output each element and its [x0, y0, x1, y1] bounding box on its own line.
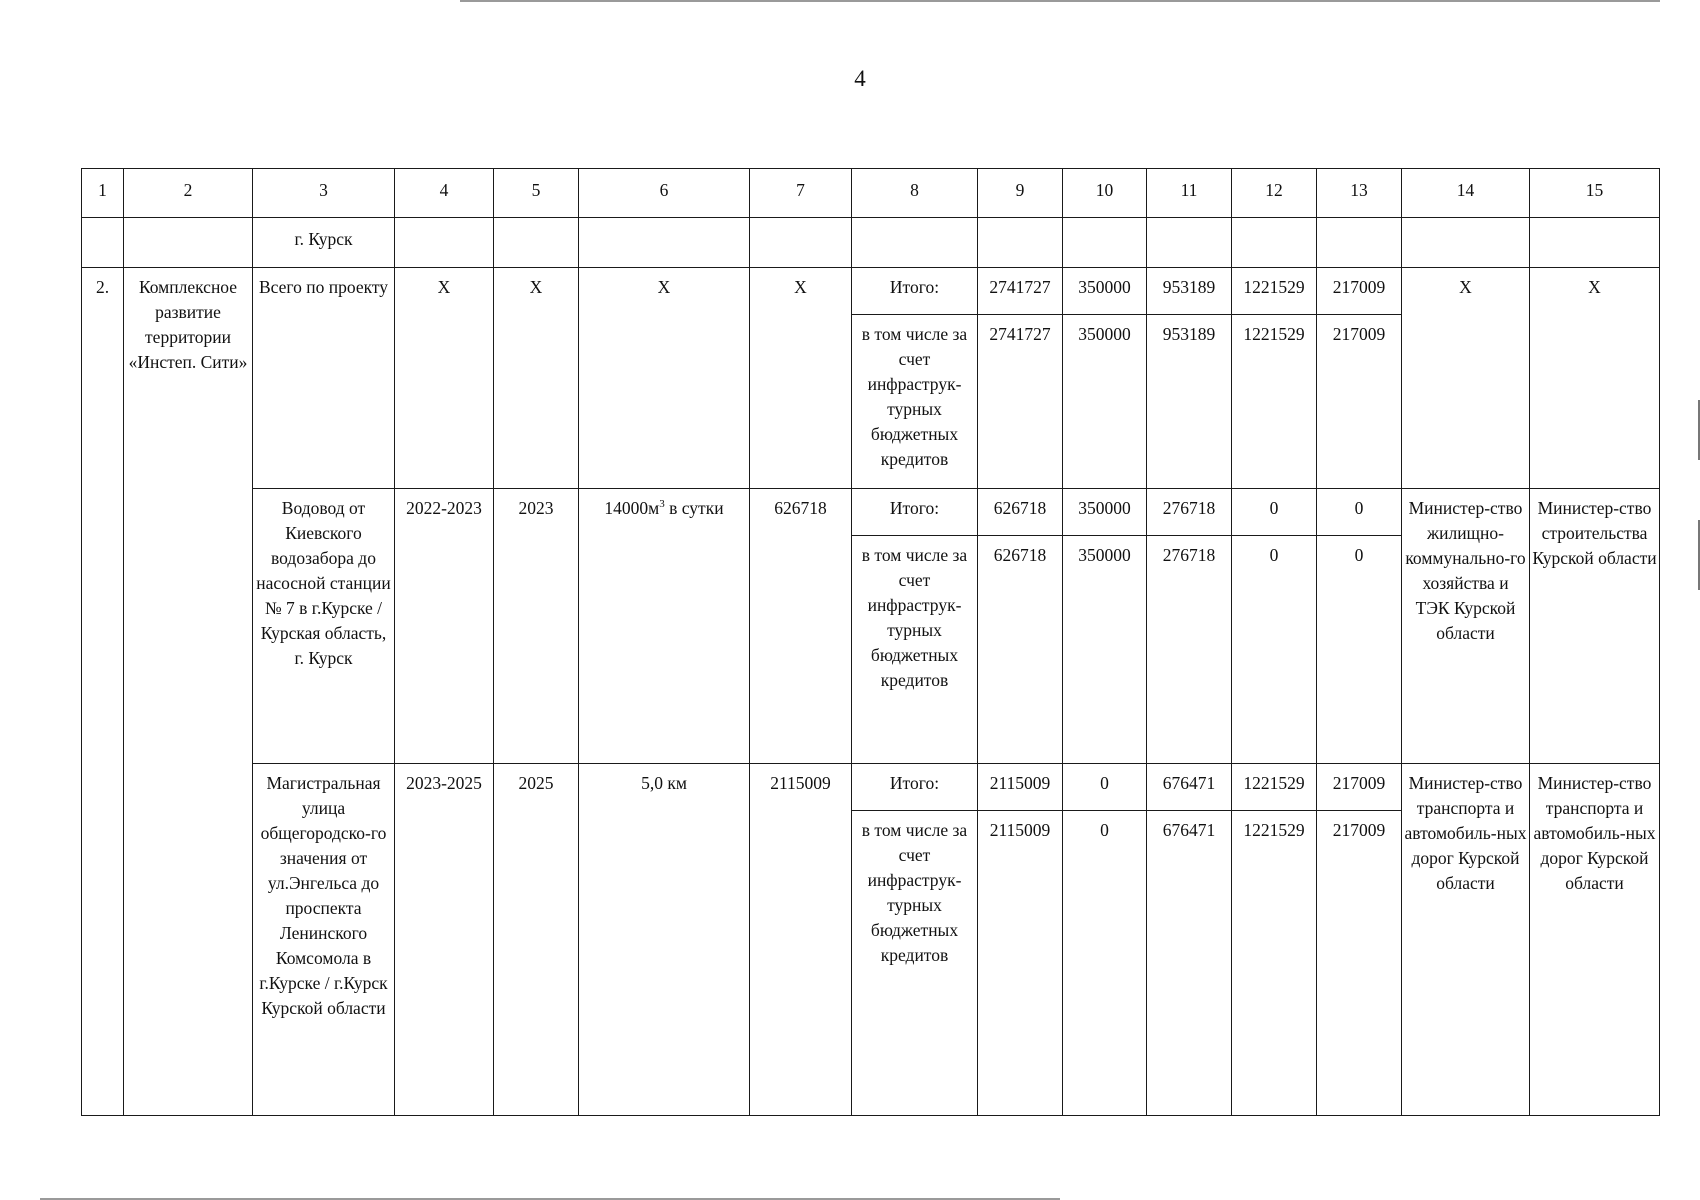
scan-artifact-bottom: [40, 1198, 1060, 1200]
investment-table: [81, 168, 1660, 1116]
amount-cell: 2115009: [978, 811, 1063, 1116]
amount-cell: 1221529: [1232, 315, 1317, 489]
year-cell: 2025: [494, 764, 579, 1116]
responsible-ministry: Министер-ство жилищно-коммунально-го хозяйства и ТЭК Курской области: [1402, 489, 1530, 764]
capacity-cell: 5,0 км: [579, 764, 750, 1116]
col-header: 9: [978, 169, 1063, 218]
amount-cell: 676471: [1147, 764, 1232, 811]
amount-cell: 2115009: [978, 764, 1063, 811]
object-name: Водовод от Киевского водозабора до насосной станции № 7 в г.Курске / Курская область, г. Курск: [253, 489, 395, 764]
amount-cell: 350000: [1063, 489, 1147, 536]
total-label: Итого:: [852, 764, 978, 811]
including-label: в том числе за счет инфраструк-турных бюджетных кредитов: [852, 536, 978, 764]
cost-cell: 626718: [750, 489, 852, 764]
amount-cell: 1221529: [1232, 811, 1317, 1116]
amount-cell: 276718: [1147, 489, 1232, 536]
total-label: Итого:: [852, 489, 978, 536]
including-label: в том числе за счет инфраструк-турных бюджетных кредитов: [852, 315, 978, 489]
amount-cell: 1221529: [1232, 268, 1317, 315]
x-mark: X: [1402, 268, 1530, 489]
amount-cell: 953189: [1147, 315, 1232, 489]
amount-cell: 2741727: [978, 268, 1063, 315]
column-number-row: [82, 169, 1660, 218]
year-cell: 2023: [494, 489, 579, 764]
col-header: 5: [494, 169, 579, 218]
customer-ministry: Министер-ство строительства Курской области: [1530, 489, 1660, 764]
amount-cell: 0: [1317, 489, 1402, 536]
amount-cell: 0: [1063, 811, 1147, 1116]
x-mark: X: [579, 268, 750, 489]
col-header: 8: [852, 169, 978, 218]
table-row: [82, 489, 1660, 536]
amount-cell: 217009: [1317, 764, 1402, 811]
x-mark: X: [395, 268, 494, 489]
col-header: 3: [253, 169, 395, 218]
col-header: 10: [1063, 169, 1147, 218]
period-cell: 2023-2025: [395, 764, 494, 1116]
capacity-cell: $14000м^3$ в сутки: [579, 489, 750, 764]
cost-cell: 2115009: [750, 764, 852, 1116]
scan-artifact-top: [460, 0, 1660, 2]
row-number: 2.: [82, 268, 124, 1116]
col-header: 14: [1402, 169, 1530, 218]
period-cell: 2022-2023: [395, 489, 494, 764]
x-mark: X: [1530, 268, 1660, 489]
amount-cell: 350000: [1063, 268, 1147, 315]
amount-cell: 953189: [1147, 268, 1232, 315]
amount-cell: 2741727: [978, 315, 1063, 489]
page-number: 4: [854, 66, 866, 91]
table-row: [82, 268, 1660, 315]
amount-cell: 626718: [978, 489, 1063, 536]
table-row: [82, 764, 1660, 811]
amount-cell: 217009: [1317, 811, 1402, 1116]
responsible-ministry: Министер-ство транспорта и автомобиль-ных дорог Курской области: [1402, 764, 1530, 1116]
col-header: 2: [124, 169, 253, 218]
col-header: 11: [1147, 169, 1232, 218]
customer-ministry: Министер-ство транспорта и автомобиль-ных дорог Курской области: [1530, 764, 1660, 1116]
x-mark: X: [494, 268, 579, 489]
x-mark: X: [750, 268, 852, 489]
amount-cell: 350000: [1063, 315, 1147, 489]
col-header: 15: [1530, 169, 1660, 218]
amount-cell: 0: [1232, 489, 1317, 536]
amount-cell: 276718: [1147, 536, 1232, 764]
amount-cell: 0: [1063, 764, 1147, 811]
amount-cell: 217009: [1317, 268, 1402, 315]
amount-cell: 217009: [1317, 315, 1402, 489]
col-header: 6: [579, 169, 750, 218]
table-row: [82, 218, 1660, 268]
including-label: в том числе за счет инфраструк-турных бюджетных кредитов: [852, 811, 978, 1116]
col-header: 13: [1317, 169, 1402, 218]
amount-cell: 676471: [1147, 811, 1232, 1116]
amount-cell: 350000: [1063, 536, 1147, 764]
col-header: 7: [750, 169, 852, 218]
amount-cell: 0: [1232, 536, 1317, 764]
project-total-label: Всего по проекту: [253, 268, 395, 489]
object-name: Магистральная улица общегородско-го значения от ул.Энгельса до проспекта Ленинского Комсомола в г.Курске / г.Курск Курской области: [253, 764, 395, 1116]
project-name: Комплексное развитие территории «Инстеп. Сити»: [124, 268, 253, 1116]
location-cell: г. Курск: [253, 218, 395, 268]
col-header: 12: [1232, 169, 1317, 218]
total-label: Итого:: [852, 268, 978, 315]
amount-cell: 1221529: [1232, 764, 1317, 811]
amount-cell: 0: [1317, 536, 1402, 764]
col-header: 4: [395, 169, 494, 218]
col-header: 1: [82, 169, 124, 218]
amount-cell: 626718: [978, 536, 1063, 764]
